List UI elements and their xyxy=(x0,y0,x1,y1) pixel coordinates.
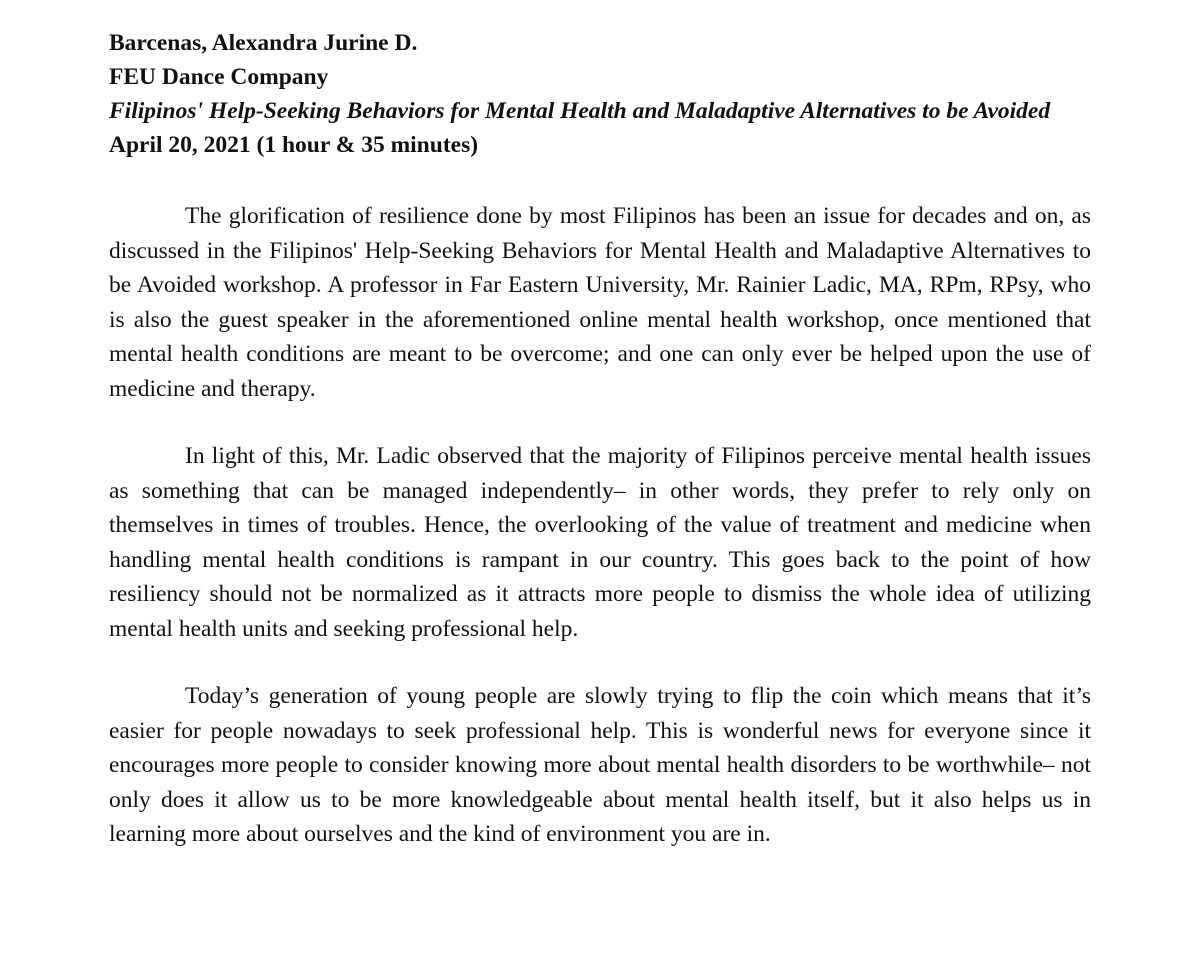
body-paragraph-3: Today’s generation of young people are slowly trying to flip the coin which means that it’s easier for people nowadays to seek professional help. This is wonderful news for everyone since it encourages more people to consider knowing more about mental health disorders to be worthwhile– not only does it allow us to be more knowledgeable about mental health itself, but it also helps us in learning more about ourselves and the kind of environment you are in. xyxy=(109,683,1091,847)
organization-name: FEU Dance Company xyxy=(109,64,329,90)
body-paragraph-1: The glorification of resilience done by most Filipinos has been an issue for decades and on, as discussed in the Filipinos' Help-Seeking Behaviors for Mental Health and Maladaptive Alternatives to be Avoided workshop. A professor in Far Eastern University, Mr. Rainier Ladic, MA, RPm, RPsy, who is also the guest speaker in the aforementioned online mental health workshop, once mentioned that mental health conditions are meant to be overcome; and one can only ever be helped upon the use of medicine and therapy. xyxy=(109,203,1091,402)
document-body xyxy=(109,199,1091,852)
document-page xyxy=(109,26,1091,852)
workshop-title: Filipinos' Help-Seeking Behaviors for Mental Health and Maladaptive Alternatives to be Avoided xyxy=(109,98,1051,124)
body-paragraph-2: In light of this, Mr. Ladic observed that the majority of Filipinos perceive mental health issues as something that can be managed independently– in other words, they prefer to rely only on themselves in times of troubles. Hence, the overlooking of the value of treatment and medicine when handling mental health conditions is rampant in our country. This goes back to the point of how resiliency should not be normalized as it attracts more people to dismiss the whole idea of utilizing mental health units and seeking professional help. xyxy=(109,443,1091,642)
document-header xyxy=(109,26,1091,162)
date-duration: April 20, 2021 (1 hour & 35 minutes) xyxy=(109,132,479,158)
author-name: Barcenas, Alexandra Jurine D. xyxy=(109,30,418,56)
